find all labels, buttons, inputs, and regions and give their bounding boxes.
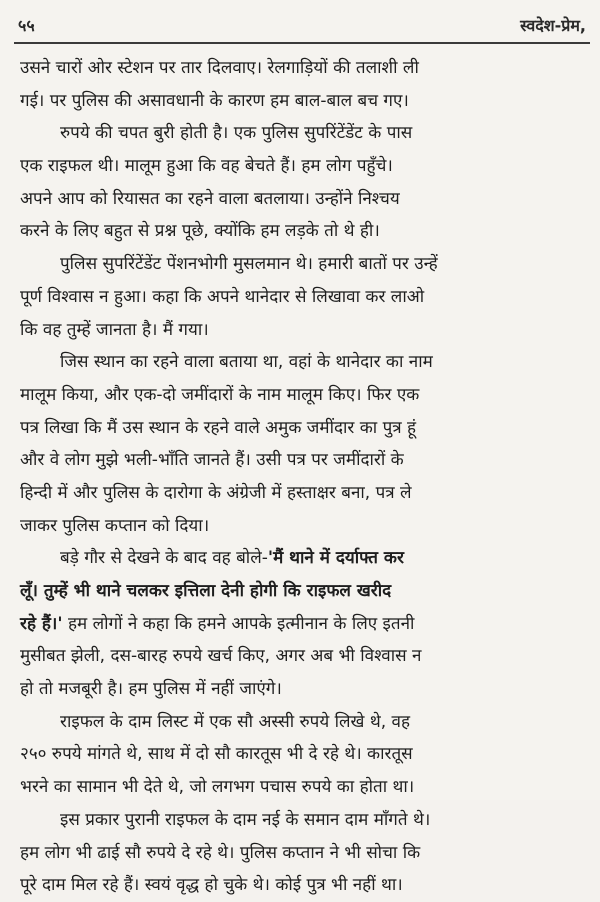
line-text: कि वह तुम्हें जानता है। मैं गया। xyxy=(20,319,209,340)
line-text: हो तो मजबूरी है। हम पुलिस में नहीं जाएंगे। xyxy=(20,679,282,700)
line-text: अपने आप को रियासत का रहने वाला बतलाया। उन्होंने निश्चय xyxy=(20,188,400,209)
running-head: स्वदेश-प्रेम, xyxy=(520,16,586,35)
line-text: करने के लिए बहुत से प्रश्न पूछे, क्योंकि हम लड़के तो थे ही। xyxy=(20,221,380,242)
body-text xyxy=(20,52,582,902)
line-text: हम लोगों ने कहा कि हमने आपके इत्मीनान के लिए इतनी xyxy=(62,613,415,634)
text-line xyxy=(20,673,582,706)
text-line xyxy=(20,444,582,477)
text-line xyxy=(20,542,582,575)
text-line xyxy=(20,183,582,216)
line-text: रुपये की चपत बुरी होती है। एक पुलिस सुपरिंटेंडेंट के पास xyxy=(60,123,413,144)
text-line xyxy=(20,412,582,445)
text-line xyxy=(20,706,582,739)
text-line xyxy=(20,575,582,608)
line-text: बड़े गौर से देखने के बाद वह बोले- xyxy=(60,548,268,569)
line-text: उसने चारों ओर स्टेशन पर तार दिलवाए। रेलगाड़ियों की तलाशी ली xyxy=(20,58,419,78)
line-text: पुलिस सुपरिंटेंडेंट पेंशनभोगी मुसलमान थे। हमारी बातों पर उन्हें xyxy=(60,254,438,275)
line-text: जाकर पुलिस कप्तान को दिया। xyxy=(20,515,210,536)
text-line xyxy=(20,117,582,150)
text-line xyxy=(20,869,582,902)
line-text: २५० रुपये मांगते थे, साथ में दो सौ कारतूस भी दे रहे थे। कारतूस xyxy=(20,744,413,765)
text-line xyxy=(20,804,582,837)
line-text: मुसीबत झेली, दस-बारह रुपये खर्च किए, अगर अब भी विश्वास न xyxy=(20,646,422,667)
text-line xyxy=(20,215,582,248)
line-text: राइफल के दाम लिस्ट में एक सौ अस्सी रुपये लिखे थे, वह xyxy=(60,711,410,732)
text-line xyxy=(20,510,582,543)
header-rule xyxy=(14,42,590,44)
line-text: पत्र लिखा कि मैं उस स्थान के रहने वाले अमुक जमींदार का पुत्र हूं xyxy=(20,417,417,438)
line-text: एक राइफल थी। मालूम हुआ कि वह बेचते हैं। हम लोग पहुँचे। xyxy=(20,156,393,177)
text-line xyxy=(20,281,582,314)
text-line xyxy=(20,85,582,118)
text-line xyxy=(20,314,582,347)
line-text: पूर्ण विश्वास न हुआ। कहा कि अपने थानेदार से लिखावा कर लाओ xyxy=(20,286,425,307)
page-number: ५५ xyxy=(18,16,35,35)
text-line xyxy=(20,608,582,641)
text-line xyxy=(20,346,582,379)
text-line xyxy=(20,379,582,412)
text-line xyxy=(20,52,582,85)
bold-quote: लूँ। तुम्हें भी थाने चलकर इत्तिला देनी होगी कि राइफल खरीद xyxy=(20,581,392,601)
line-text: हम लोग भी ढाई सौ रुपये दे रहे थे। पुलिस कप्तान ने भी सोचा कि xyxy=(20,842,421,863)
text-line xyxy=(20,477,582,510)
line-text: पूरे दाम मिल रहे हैं। स्वयं वृद्ध हो चुके थे। कोई पुत्र भी नहीं था। xyxy=(20,875,403,896)
line-text: गई। पर पुलिस की असावधानी के कारण हम बाल-बाल बच गए। xyxy=(20,90,409,111)
line-text: और वे लोग मुझे भली-भाँति जानते हैं। उसी पत्र पर जमींदारों के xyxy=(20,450,404,471)
line-text: भरने का सामान भी देते थे, जो लगभग पचास रुपये का होता था। xyxy=(20,777,415,798)
line-text: मालूम किया, और एक-दो जमींदारों के नाम मालूम किए। फिर एक xyxy=(20,384,420,405)
bold-quote: 'मैं थाने में दर्याफ्त कर xyxy=(267,548,404,569)
line-text: हिन्दी में और पुलिस के दारोगा के अंग्रेजी में हस्ताक्षर बना, पत्र ले xyxy=(20,482,412,503)
text-line xyxy=(20,837,582,870)
text-line xyxy=(20,248,582,281)
text-line xyxy=(20,771,582,804)
text-line xyxy=(20,640,582,673)
text-line xyxy=(20,150,582,183)
bold-quote: रहे हैं।' xyxy=(20,613,63,634)
text-line xyxy=(20,738,582,771)
line-text: जिस स्थान का रहने वाला बताया था, वहां के थानेदार का नाम xyxy=(60,352,433,373)
line-text: इस प्रकार पुरानी राइफल के दाम नई के समान दाम माँगते थे। xyxy=(60,809,431,830)
